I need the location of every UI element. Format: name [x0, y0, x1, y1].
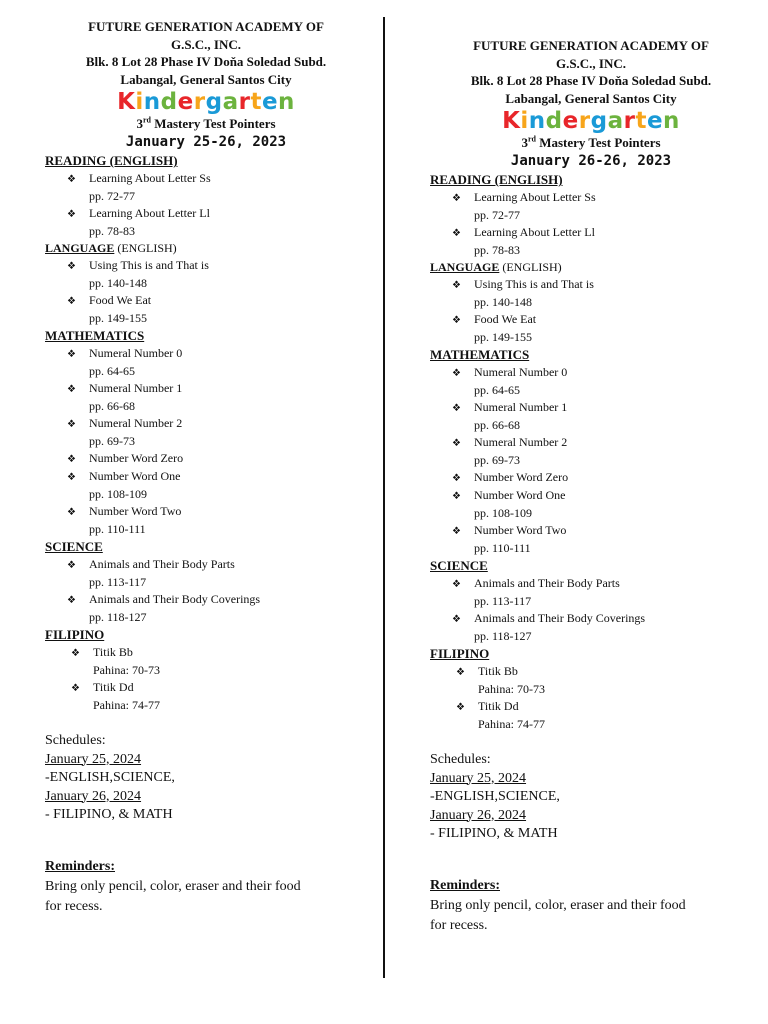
subjects-list — [430, 171, 752, 733]
logo-letter: n — [278, 89, 295, 115]
school-address-2: Labangal, General Santos City — [120, 71, 292, 87]
school-name: FUTURE GENERATION ACADEMY OF — [88, 19, 324, 34]
topic-label: Numeral Number 0 — [474, 365, 568, 379]
logo-letter: a — [607, 108, 624, 134]
topic-pages: Pahina: 70-73 — [93, 663, 160, 677]
logo-letter: g — [205, 89, 223, 115]
subject-heading-suffix: (ENGLISH) — [114, 241, 177, 255]
logo-letter: r — [623, 108, 636, 134]
topic-item — [430, 311, 752, 329]
topic-pages: Pahina: 74-77 — [478, 717, 545, 731]
bullet-icon: ❖ — [456, 667, 465, 678]
schedules — [430, 751, 752, 844]
subject-heading-science: SCIENCE — [430, 558, 488, 573]
column-divider — [383, 17, 385, 978]
topic-item — [45, 170, 367, 188]
reminders — [430, 876, 752, 936]
schedule-date-1: January 25, 2024 — [430, 770, 527, 786]
topic-label: Animals and Their Body Coverings — [474, 611, 646, 625]
bullet-icon: ❖ — [67, 174, 76, 185]
school-name: FUTURE GENERATION ACADEMY OF — [473, 38, 709, 53]
topic-pages: pp. 140-148 — [89, 276, 147, 290]
topic-label: Number Word Zero — [474, 470, 569, 484]
topic-item — [45, 257, 367, 275]
subject-heading-label: LANGUAGE — [430, 260, 500, 274]
subject-heading-reading: READING (ENGLISH) — [430, 172, 563, 187]
topic-item — [45, 292, 367, 310]
topic-item — [45, 556, 367, 574]
bullet-icon: ❖ — [452, 438, 461, 449]
bullet-icon: ❖ — [67, 454, 76, 465]
topic-label: Titik Bb — [478, 664, 518, 678]
topic-label: Using This is and That is — [89, 258, 209, 272]
topic-label: Numeral Number 1 — [474, 400, 568, 414]
topic-label: Number Word One — [474, 488, 566, 502]
bullet-icon: ❖ — [452, 403, 461, 414]
topic-label: Titik Bb — [93, 645, 133, 659]
topic-item — [430, 522, 752, 540]
bullet-icon: ❖ — [67, 472, 76, 483]
topic-pages: pp. 78-83 — [89, 224, 135, 238]
bullet-icon: ❖ — [67, 349, 76, 360]
logo-letter: i — [520, 108, 529, 134]
schedule-date-2: January 26, 2024 — [45, 788, 142, 804]
reminders-line-2: for recess. — [430, 917, 488, 933]
topic-item — [430, 189, 752, 207]
topic-label: Animals and Their Body Coverings — [89, 592, 261, 606]
test-date: January 25-26, 2023 — [125, 134, 287, 150]
logo-letter: a — [222, 89, 239, 115]
left-handout — [45, 18, 367, 917]
topic-label: Learning About Letter Ll — [89, 206, 210, 220]
topic-label: Food We Eat — [89, 293, 152, 307]
bullet-icon: ❖ — [71, 648, 80, 659]
bullet-icon: ❖ — [452, 368, 461, 379]
topic-item — [45, 450, 367, 468]
kindergarten-logo — [430, 109, 752, 133]
bullet-icon: ❖ — [452, 315, 461, 326]
topic-pages: pp. 118-127 — [474, 629, 532, 643]
schedule-date-2: January 26, 2024 — [430, 807, 527, 823]
topic-item — [430, 469, 752, 487]
topic-item — [45, 679, 367, 697]
logo-letter: t — [250, 89, 262, 115]
topic-pages: pp. 64-65 — [89, 364, 135, 378]
subject-heading-science: SCIENCE — [45, 539, 103, 554]
logo-letter: i — [135, 89, 144, 115]
topic-label: Using This is and That is — [474, 277, 594, 291]
topic-pages: pp. 78-83 — [474, 243, 520, 257]
topic-label: Titik Dd — [478, 699, 519, 713]
kindergarten-logo — [45, 90, 367, 114]
bullet-icon: ❖ — [67, 507, 76, 518]
topic-label: Number Word Zero — [89, 451, 184, 465]
logo-letter: r — [578, 108, 591, 134]
bullet-icon: ❖ — [67, 384, 76, 395]
topic-item — [430, 663, 752, 681]
topic-item — [430, 364, 752, 382]
reminders-line-1: Bring only pencil, color, eraser and their food — [45, 878, 301, 894]
logo-letter: n — [528, 108, 546, 134]
schedule-subjects-2: - FILIPINO, & MATH — [45, 807, 173, 822]
topic-item — [430, 434, 752, 452]
bullet-icon: ❖ — [452, 614, 461, 625]
topic-item — [430, 487, 752, 505]
topic-item — [430, 224, 752, 242]
topic-pages: pp. 118-127 — [89, 610, 147, 624]
bullet-icon: ❖ — [452, 579, 461, 590]
bullet-icon: ❖ — [67, 261, 76, 272]
test-title: 3rd Mastery Test Pointers — [136, 115, 276, 131]
topic-item — [430, 610, 752, 628]
school-address-1: Blk. 8 Lot 28 Phase IV Doňa Soledad Subd. — [470, 73, 712, 88]
logo-letter: e — [261, 89, 279, 115]
topic-label: Numeral Number 1 — [89, 381, 183, 395]
school-name-2: G.S.C., INC. — [555, 55, 627, 71]
bullet-icon: ❖ — [452, 193, 461, 204]
bullet-icon: ❖ — [452, 526, 461, 537]
subject-heading-suffix: (ENGLISH) — [499, 260, 562, 274]
topic-pages: Pahina: 70-73 — [478, 682, 545, 696]
topic-label: Numeral Number 2 — [474, 435, 568, 449]
logo-letter: d — [545, 108, 563, 134]
topic-label: Number Word Two — [474, 523, 567, 537]
logo-letter: r — [238, 89, 251, 115]
subject-heading-label: LANGUAGE — [45, 241, 115, 255]
schedules-heading: Schedules: — [45, 733, 106, 748]
bullet-icon: ❖ — [67, 419, 76, 430]
logo-letter: e — [177, 89, 194, 115]
school-name-2: G.S.C., INC. — [170, 36, 242, 52]
schedule-subjects-1: -ENGLISH,SCIENCE, — [45, 770, 175, 785]
topic-pages: pp. 149-155 — [89, 311, 147, 325]
topic-label: Numeral Number 2 — [89, 416, 183, 430]
topic-item — [430, 276, 752, 294]
topic-pages: pp. 69-73 — [89, 434, 135, 448]
topic-label: Learning About Letter Ll — [474, 225, 595, 239]
subject-heading-math: MATHEMATICS — [430, 347, 530, 362]
subject-heading-filipino: FILIPINO — [45, 627, 105, 642]
right-handout — [430, 37, 752, 936]
topic-pages: pp. 110-111 — [474, 541, 531, 555]
topic-item — [430, 399, 752, 417]
topic-pages: pp. 149-155 — [474, 330, 532, 344]
reminders-heading: Reminders: — [430, 877, 500, 893]
subject-heading-reading: READING (ENGLISH) — [45, 153, 178, 168]
reminders-line-1: Bring only pencil, color, eraser and their food — [430, 897, 686, 913]
reminders — [45, 857, 367, 917]
bullet-icon: ❖ — [452, 473, 461, 484]
subjects-list — [45, 152, 367, 714]
topic-label: Animals and Their Body Parts — [89, 557, 235, 571]
topic-pages: pp. 72-77 — [89, 189, 135, 203]
topic-pages: Pahina: 74-77 — [93, 698, 160, 712]
topic-item — [45, 591, 367, 609]
topic-label: Titik Dd — [93, 680, 134, 694]
topic-item — [45, 205, 367, 223]
topic-label: Number Word Two — [89, 504, 182, 518]
reminders-line-2: for recess. — [45, 898, 103, 914]
bullet-icon: ❖ — [452, 280, 461, 291]
logo-letter: t — [635, 108, 647, 134]
logo-letter: K — [502, 108, 521, 134]
topic-pages: pp. 108-109 — [474, 506, 532, 520]
test-date: January 26-26, 2023 — [510, 153, 672, 169]
schedules-heading: Schedules: — [430, 752, 491, 767]
topic-pages: pp. 110-111 — [89, 522, 146, 536]
logo-letter: n — [143, 89, 161, 115]
logo-letter: e — [562, 108, 579, 134]
reminders-heading: Reminders: — [45, 858, 115, 874]
school-address-1: Blk. 8 Lot 28 Phase IV Doňa Soledad Subd. — [85, 54, 327, 69]
topic-item — [430, 575, 752, 593]
schedule-subjects-2: - FILIPINO, & MATH — [430, 826, 558, 841]
topic-item — [45, 345, 367, 363]
schedules — [45, 732, 367, 825]
logo-letter: d — [160, 89, 178, 115]
bullet-icon: ❖ — [67, 209, 76, 220]
test-title: 3rd Mastery Test Pointers — [521, 134, 661, 150]
logo-letter: g — [590, 108, 608, 134]
subject-heading-filipino: FILIPINO — [430, 646, 490, 661]
topic-pages: pp. 113-117 — [89, 575, 147, 589]
schedule-subjects-1: -ENGLISH,SCIENCE, — [430, 789, 560, 804]
bullet-icon: ❖ — [456, 702, 465, 713]
subject-heading-language — [45, 240, 367, 257]
logo-letter: r — [193, 89, 206, 115]
topic-label: Food We Eat — [474, 312, 537, 326]
logo-letter: n — [663, 108, 680, 134]
topic-item — [45, 380, 367, 398]
bullet-icon: ❖ — [452, 491, 461, 502]
topic-pages: pp. 66-68 — [474, 418, 520, 432]
topic-item — [45, 503, 367, 521]
bullet-icon: ❖ — [67, 560, 76, 571]
topic-pages: pp. 108-109 — [89, 487, 147, 501]
bullet-icon: ❖ — [71, 683, 80, 694]
topic-pages: pp. 113-117 — [474, 594, 532, 608]
school-address-2: Labangal, General Santos City — [505, 90, 677, 106]
topic-pages: pp. 72-77 — [474, 208, 520, 222]
subject-heading-math: MATHEMATICS — [45, 328, 145, 343]
topic-pages: pp. 66-68 — [89, 399, 135, 413]
topic-label: Numeral Number 0 — [89, 346, 183, 360]
topic-label: Learning About Letter Ss — [89, 171, 211, 185]
bullet-icon: ❖ — [452, 228, 461, 239]
topic-label: Number Word One — [89, 469, 181, 483]
schedule-date-1: January 25, 2024 — [45, 751, 142, 767]
topic-label: Learning About Letter Ss — [474, 190, 596, 204]
topic-pages: pp. 69-73 — [474, 453, 520, 467]
bullet-icon: ❖ — [67, 296, 76, 307]
topic-label: Animals and Their Body Parts — [474, 576, 620, 590]
topic-item — [45, 415, 367, 433]
bullet-icon: ❖ — [67, 595, 76, 606]
logo-letter: e — [646, 108, 664, 134]
topic-item — [430, 698, 752, 716]
topic-item — [45, 644, 367, 662]
topic-pages: pp. 64-65 — [474, 383, 520, 397]
subject-heading-language — [430, 259, 752, 276]
topic-item — [45, 468, 367, 486]
logo-letter: K — [117, 89, 136, 115]
topic-pages: pp. 140-148 — [474, 295, 532, 309]
